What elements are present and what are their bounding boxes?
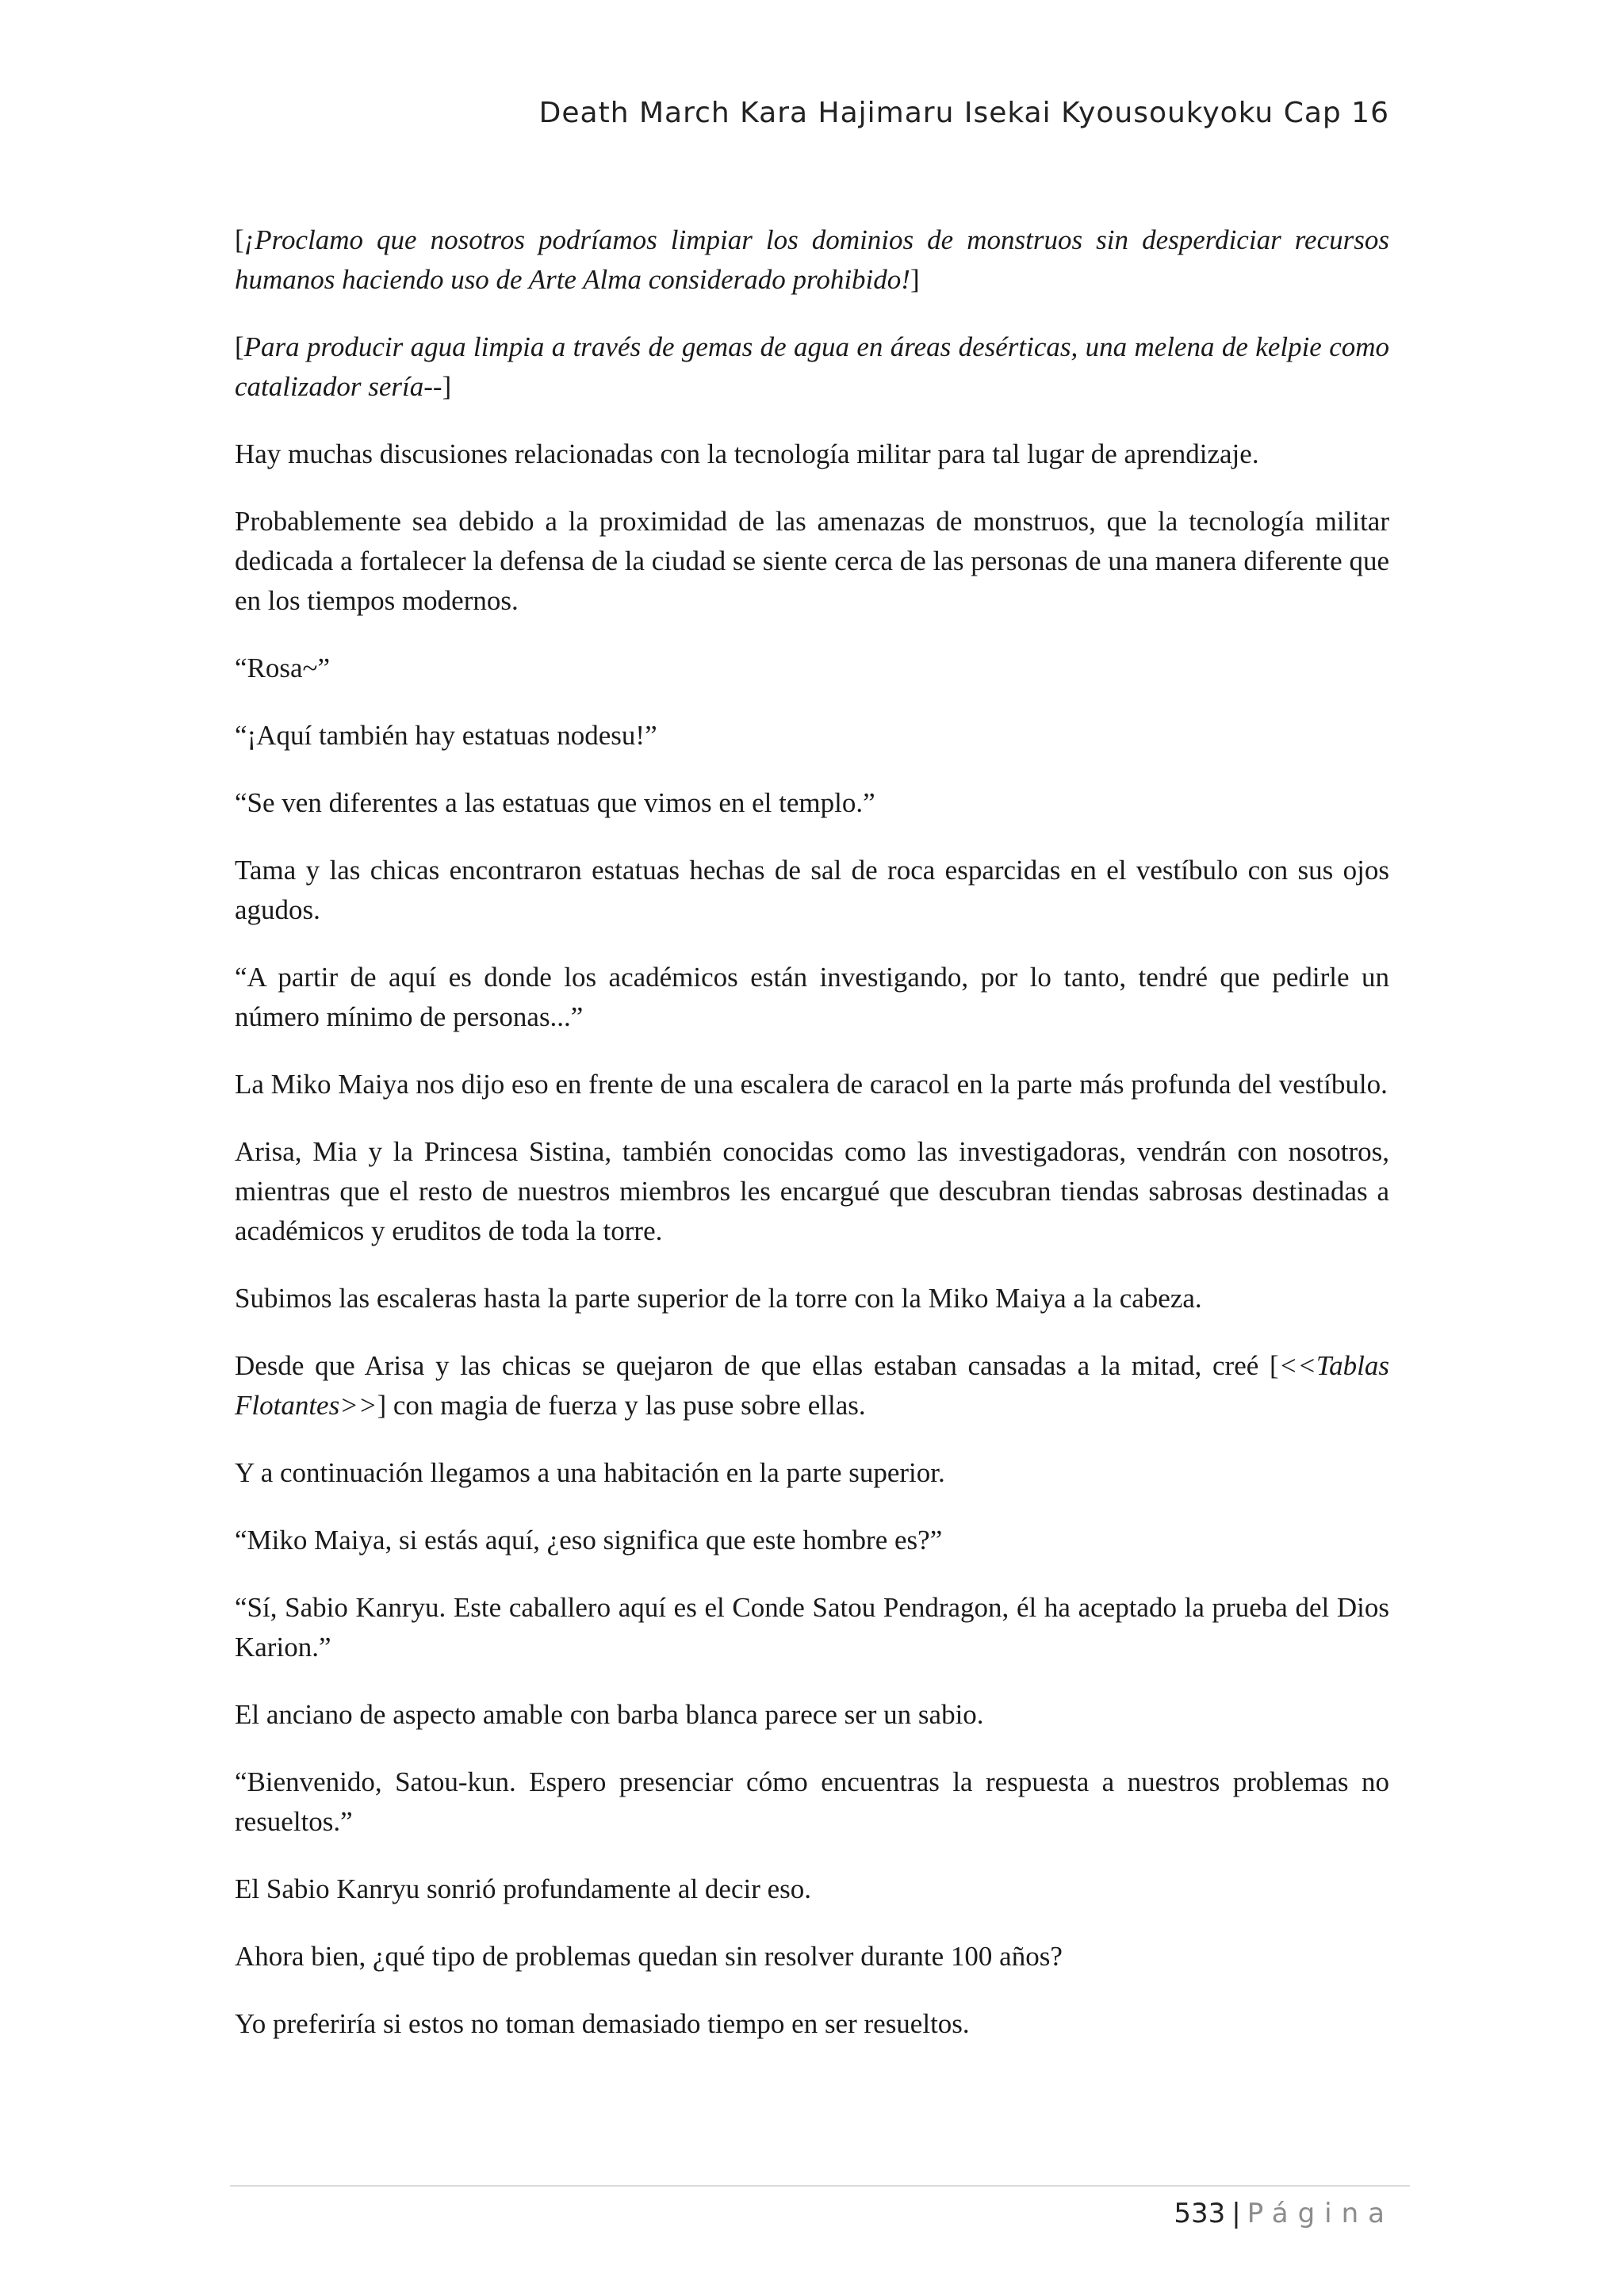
paragraph: El anciano de aspecto amable con barba blanca parece ser un sabio.	[235, 1699, 984, 1730]
paragraph: Ahora bien, ¿qué tipo de problemas quedan sin resolver durante 100 años?	[235, 1941, 1063, 1972]
page-body	[235, 220, 1389, 2072]
footer-divider	[230, 2185, 1410, 2187]
paragraph: “Sí, Sabio Kanryu. Este caballero aquí es el Conde Satou Pendragon, él ha aceptado la prueba del Dios Karion.”	[235, 1592, 1389, 1663]
paragraph: Arisa, Mia y la Princesa Sistina, también conocidas como las investigadoras, vendrán con nosotros, mientras que el resto de nuestros miembros les encargué que descubran tiendas sabrosas destinadas a académicos y eruditos de toda la torre.	[235, 1136, 1389, 1246]
paragraph: “Se ven diferentes a las estatuas que vimos en el templo.”	[235, 787, 875, 818]
paragraph: [Para producir agua limpia a través de gemas de agua en áreas desérticas, una melena de kelpie como catalizador sería--]	[235, 331, 1389, 402]
paragraph: El Sabio Kanryu sonrió profundamente al decir eso.	[235, 1873, 812, 1904]
footer-separator: |	[1231, 2198, 1241, 2229]
paragraph: Y a continuación llegamos a una habitación en la parte superior.	[235, 1457, 945, 1488]
paragraph: Desde que Arisa y las chicas se quejaron de que ellas estaban cansadas a la mitad, creé [<<Tablas Flotantes>>] con magia de fuerza y las puse sobre ellas.	[235, 1350, 1389, 1421]
paragraph: “Bienvenido, Satou-kun. Espero presenciar cómo encuentras la respuesta a nuestros problemas no resueltos.”	[235, 1766, 1389, 1837]
paragraph: Probablemente sea debido a la proximidad de las amenazas de monstruos, que la tecnología militar dedicada a fortalecer la defensa de la ciudad se siente cerca de las personas de una manera diferente que en los tiempos modernos.	[235, 506, 1389, 616]
italic-text: <<Tablas Flotantes>>	[235, 1350, 1389, 1421]
page-header	[235, 97, 1389, 129]
running-title: Death March Kara Hajimaru Isekai Kyousoukyoku Cap 16	[538, 97, 1389, 129]
paragraph: La Miko Maiya nos dijo eso en frente de una escalera de caracol en la parte más profunda del vestíbulo.	[235, 1069, 1388, 1100]
paragraph: [¡Proclamo que nosotros podríamos limpiar los dominios de monstruos sin desperdiciar recursos humanos haciendo uso de Arte Alma considerado prohibido!]	[235, 224, 1389, 295]
paragraph: Hay muchas discusiones relacionadas con la tecnología militar para tal lugar de aprendizaje.	[235, 438, 1259, 469]
page-footer	[1174, 2198, 1394, 2229]
paragraph: “A partir de aquí es donde los académicos están investigando, por lo tanto, tendré que pedirle un número mínimo de personas...”	[235, 962, 1389, 1032]
page-label: Página	[1247, 2198, 1394, 2229]
italic-text: ¡Proclamo que nosotros podríamos limpiar los dominios de monstruos sin desperdiciar recursos humanos haciendo uso de Arte Alma considerado prohibido!	[235, 224, 1389, 295]
italic-text: Para producir agua limpia a través de gemas de agua en áreas desérticas, una melena de kelpie como catalizador sería	[235, 331, 1389, 402]
paragraph: Tama y las chicas encontraron estatuas hechas de sal de roca esparcidas en el vestíbulo con sus ojos agudos.	[235, 855, 1389, 925]
paragraph: Yo preferiría si estos no toman demasiado tiempo en ser resueltos.	[235, 2008, 970, 2039]
paragraph: “¡Aquí también hay estatuas nodesu!”	[235, 720, 657, 751]
paragraph: “Rosa~”	[235, 652, 331, 683]
page-number: 533	[1174, 2198, 1226, 2229]
paragraph: Subimos las escaleras hasta la parte superior de la torre con la Miko Maiya a la cabeza.	[235, 1283, 1202, 1314]
paragraph: “Miko Maiya, si estás aquí, ¿eso significa que este hombre es?”	[235, 1525, 943, 1556]
